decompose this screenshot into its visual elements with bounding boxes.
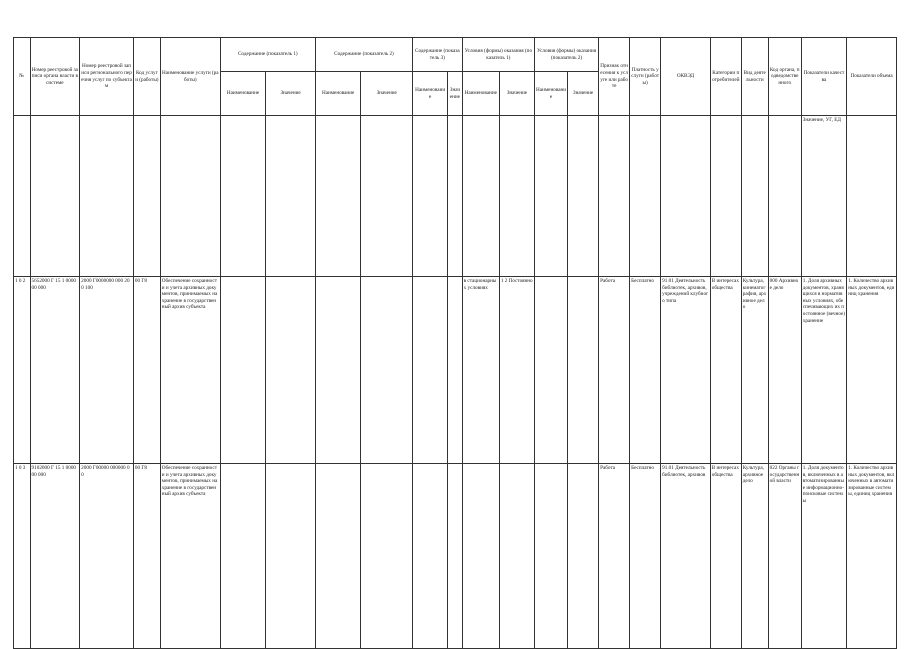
cell-c1-name <box>220 277 265 464</box>
cell-c3-name <box>413 464 448 649</box>
cell-consumers: В интересах общества <box>710 277 741 464</box>
col-activity-header: Вид деятельности <box>741 38 768 116</box>
cell-quality: 1. Доля документов, включенных в автоматизированные информационно-поисковые системы <box>801 464 846 649</box>
cell-f2-name <box>535 277 568 464</box>
cell-f2-name <box>535 116 568 277</box>
cell-okved <box>661 116 711 277</box>
cell-c2-name <box>315 277 360 464</box>
cell-f2-value <box>568 116 599 277</box>
cell-service-code: 00 Г8 <box>133 464 160 649</box>
cond1-value-header: Значение <box>499 72 534 116</box>
cell-record-number: 2000 Г0000000 000 200 100 <box>80 277 134 464</box>
cond2-value-header: Значение <box>568 72 599 116</box>
cell-c2-name <box>315 116 360 277</box>
header-row-top <box>14 38 897 72</box>
cell-c2-name <box>315 464 360 649</box>
cell-volume <box>847 116 897 277</box>
cell-c1-name <box>220 116 265 277</box>
cell-c1-value <box>266 277 316 464</box>
cell-c2-value <box>361 277 413 464</box>
cell-payment: Бесплатно <box>630 277 661 464</box>
cell-c3-value <box>448 277 462 464</box>
cell-f2-value <box>568 464 599 649</box>
cell-volume: 1. Количество архивных документов, включенных в автоматизированные системы, единиц хранения <box>847 464 897 649</box>
cell-activity: Культура, кинематография, архивное дело <box>741 277 768 464</box>
cell-okved: 91.01 Деятельность библиотек, архивов, учреждений клубного типа <box>661 277 711 464</box>
cell-f1-value <box>499 116 534 277</box>
cell-volume: 1. Количество архивных документов, единиц хранения <box>847 277 897 464</box>
cell-c3-name <box>413 277 448 464</box>
table-row <box>14 116 897 277</box>
col-record-number-header: Номер реестровой записи регионального перечня услуг по субъектам <box>80 38 134 116</box>
cell-f1-name <box>462 116 499 277</box>
content2-name-header: Наименование <box>315 72 360 116</box>
cond1-name-header: Наименование <box>462 72 499 116</box>
cond2-name-header: Наименование <box>535 72 568 116</box>
cell-num: 1 0 3 <box>14 464 31 649</box>
content1-name-header: Наименование <box>220 72 265 116</box>
cell-f1-name: в стационарных условиях <box>462 277 499 464</box>
cell-f2-value <box>568 277 599 464</box>
table-row <box>14 464 897 649</box>
cell-institution: 000 Архивное дело <box>768 277 801 464</box>
cell-num: 1 0 2 <box>14 277 31 464</box>
cell-service-code <box>133 116 160 277</box>
col-content3-header: Содержание (показатель 3) <box>413 38 463 72</box>
cell-sign: Работа <box>599 464 630 649</box>
cell-f2-name <box>535 464 568 649</box>
cell-f1-name <box>462 464 499 649</box>
cell-consumers <box>710 116 741 277</box>
cell-num <box>14 116 31 277</box>
cell-service-name: Обеспечение сохранности и учета архивных документов, принимаемых на хранение в государственный архив субъекта <box>160 464 220 649</box>
cell-c1-value <box>266 116 316 277</box>
col-consumers-header: Категории потребителей <box>710 38 741 116</box>
cell-c3-value <box>448 116 462 277</box>
cell-reg-number <box>30 116 80 277</box>
cell-record-number: 2000 Г00000 000000 00 <box>80 464 134 649</box>
cell-c2-value <box>361 464 413 649</box>
col-num-header: № <box>14 38 31 116</box>
col-volume-header: Показатели объема <box>847 38 897 116</box>
cell-institution <box>768 116 801 277</box>
cell-institution: 022 Органы государственной власти <box>768 464 801 649</box>
cell-service-code: 00 Г8 <box>133 277 160 464</box>
cell-c3-name <box>413 116 448 277</box>
col-cond1-header: Условия (формы) оказания (показатель 1) <box>462 38 534 72</box>
col-reg-number-header: Номер реестровой записи органа власти в системе <box>30 38 80 116</box>
cell-reg-number: 9102000 Г 15 1 000000 000 <box>30 464 80 649</box>
cell-c1-name <box>220 464 265 649</box>
cell-record-number <box>80 116 134 277</box>
col-payment-header: Платность услуги (работы) <box>630 38 661 116</box>
col-institution-header: Код органа, подведомственного <box>768 38 801 116</box>
cell-sign: Работа <box>599 277 630 464</box>
col-service-name-header: Наименование услуги (работы) <box>160 38 220 116</box>
cell-c2-value <box>361 116 413 277</box>
cell-reg-number: 5652000 Г 15 1 000000 000 <box>30 277 80 464</box>
content3-name-header: Наименование <box>413 72 448 116</box>
cell-sign <box>599 116 630 277</box>
col-content1-header: Содержание (показатель 1) <box>220 38 315 72</box>
table-row <box>14 277 897 464</box>
cell-activity <box>741 116 768 277</box>
cell-okved: 91.01 Деятельность библиотек, архивов <box>661 464 711 649</box>
cell-payment: Бесплатно <box>630 464 661 649</box>
content3-value-header: Значение <box>448 72 462 116</box>
cell-activity: Культура, архивное дело <box>741 464 768 649</box>
col-content2-header: Содержание (показатель 2) <box>315 38 412 72</box>
col-service-code-header: Код услуги (работы) <box>133 38 160 116</box>
registry-table <box>13 37 897 649</box>
cell-f1-value <box>499 464 534 649</box>
col-cond2-header: Условия (формы) оказания (показатель 2) <box>535 38 599 72</box>
cell-consumers: В интересах общества <box>710 464 741 649</box>
col-quality-header: Показатели качества <box>801 38 846 116</box>
cell-service-name <box>160 116 220 277</box>
cell-service-name: Обеспечение сохранности и учета архивных документов, принимаемых на хранение в государственный архив субъекта <box>160 277 220 464</box>
col-okved-header: ОКВЭД <box>661 38 711 116</box>
content2-value-header: Значение <box>361 72 413 116</box>
cell-c1-value <box>266 464 316 649</box>
cell-f1-value: 1 2 Постоянно <box>499 277 534 464</box>
content1-value-header: Значение <box>266 72 316 116</box>
col-sign-header: Признак отнесения к услуге или работе <box>599 38 630 116</box>
cell-quality: Значение, УГ, ЕД <box>801 116 846 277</box>
cell-payment <box>630 116 661 277</box>
cell-quality: 1. Доля архивных документов, хранящихся в нормативных условиях, обеспечивающих их постоянное (вечное) хранение <box>801 277 846 464</box>
cell-c3-value <box>448 464 462 649</box>
